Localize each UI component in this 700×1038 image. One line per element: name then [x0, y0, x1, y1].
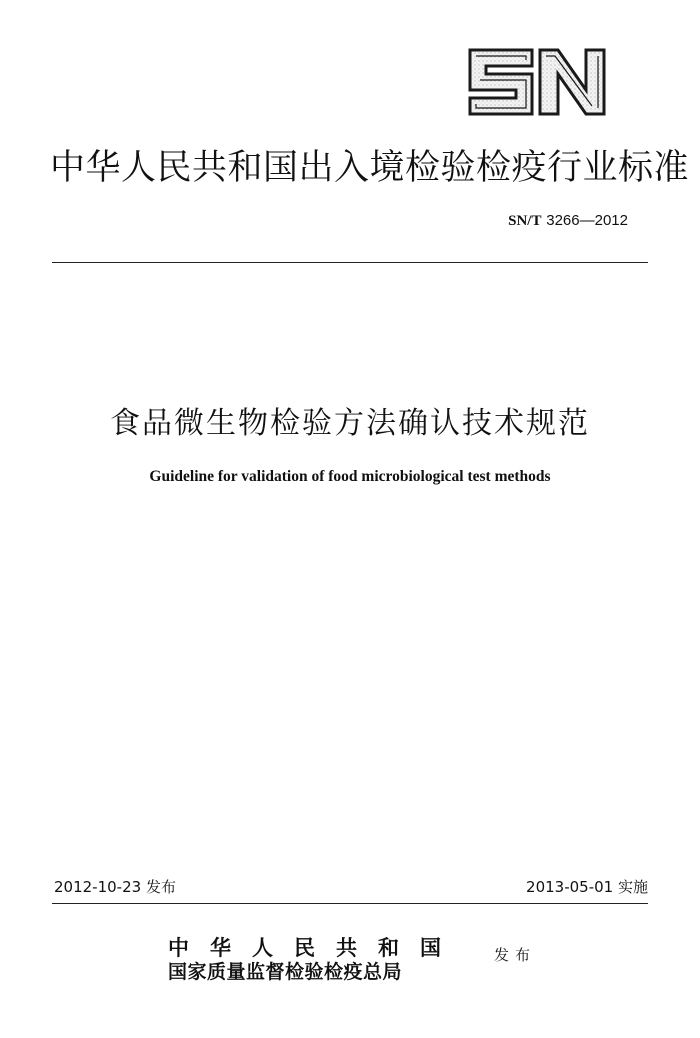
- issue-date: 2012-10-23 发布: [54, 878, 176, 896]
- sn-logo-mark: [466, 44, 608, 120]
- bottom-divider: [52, 903, 648, 904]
- title-english: Guideline for validation of food microbiological test methods: [149, 468, 551, 485]
- implementation-date: 2013-05-01 实施: [526, 878, 648, 896]
- issuer-line-2: 国家质量监督检验检疫总局: [168, 961, 403, 983]
- top-divider: [52, 262, 648, 263]
- title-chinese: 食品微生物检验方法确认技术规范: [110, 406, 590, 441]
- standard-prefix: SN/T: [508, 213, 542, 229]
- issuer-line-1: 中华人民共和国: [168, 935, 462, 960]
- logo-letter-s: [470, 50, 532, 114]
- logo-letter-n: [540, 50, 604, 114]
- sn-logo: [466, 44, 608, 120]
- issuer-title: 中华人民共和国出入境检验检疫行业标准: [50, 148, 690, 188]
- publish-label: 发布: [494, 946, 537, 964]
- standard-number: [508, 211, 628, 230]
- standard-code: 3266—2012: [546, 212, 628, 229]
